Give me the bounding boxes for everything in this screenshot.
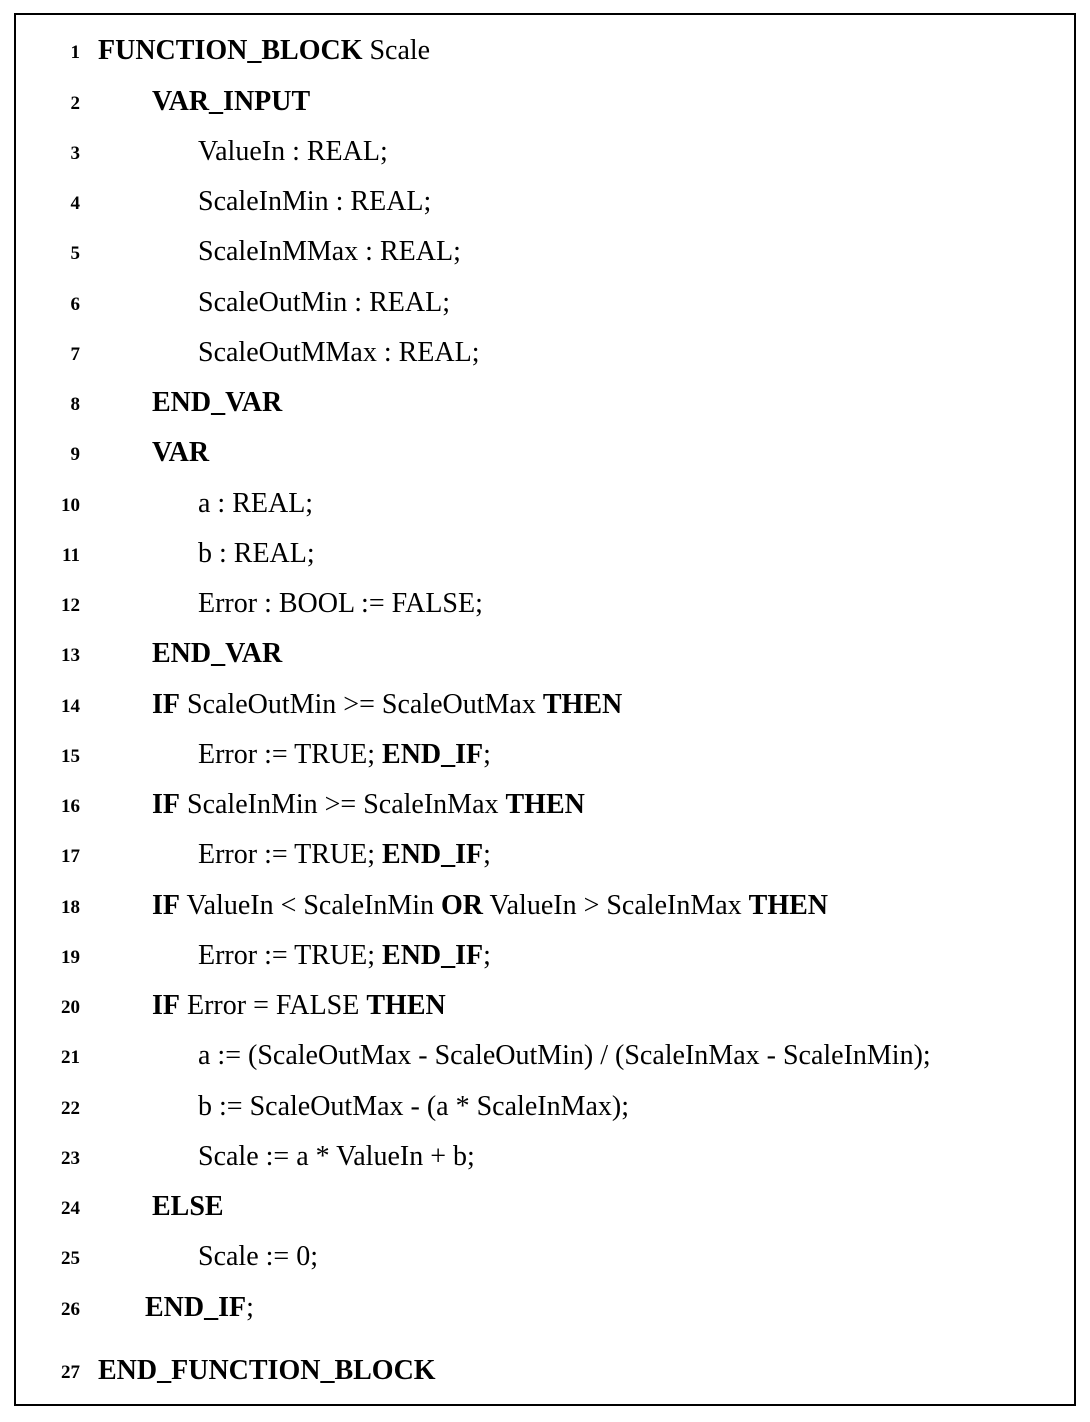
- line-code: [198, 735, 491, 775]
- line-code: [152, 383, 282, 423]
- code-line-9: [16, 433, 1074, 473]
- code-line-10: [16, 484, 1074, 524]
- code-line-26: [16, 1288, 1074, 1328]
- code-text: a : REAL;: [198, 488, 314, 519]
- code-text: Error := TRUE;: [198, 940, 383, 971]
- code-text: Error = FALSE: [180, 990, 367, 1021]
- line-number: 8: [70, 394, 80, 415]
- keyword: VAR: [152, 437, 210, 468]
- keyword: END_IF: [145, 1292, 247, 1323]
- line-code: [152, 986, 446, 1026]
- line-code: [198, 1087, 629, 1127]
- keyword: THEN: [505, 789, 585, 820]
- line-number: 25: [61, 1248, 80, 1269]
- code-text: ValueIn < ScaleInMin: [180, 890, 441, 921]
- code-text: Scale := a * ValueIn + b;: [198, 1141, 475, 1172]
- keyword: THEN: [748, 890, 829, 921]
- code-listing: [14, 13, 1076, 1406]
- line-code: [145, 1288, 254, 1328]
- line-number: 10: [61, 495, 80, 516]
- line-number: 21: [61, 1047, 80, 1068]
- code-text: a := (ScaleOutMax - ScaleOutMin) / (ScaleInMax - ScaleInMin);: [198, 1040, 931, 1071]
- line-code: [152, 82, 310, 122]
- line-number: 15: [61, 746, 80, 767]
- code-line-5: [16, 232, 1074, 272]
- keyword: END_IF: [382, 739, 484, 770]
- line-number: 23: [61, 1148, 80, 1169]
- code-line-27: [16, 1351, 1074, 1391]
- line-number: 2: [70, 93, 80, 114]
- line-number: 16: [61, 796, 80, 817]
- code-line-8: [16, 383, 1074, 423]
- code-text: b := ScaleOutMax - (a * ScaleInMax);: [198, 1091, 629, 1122]
- line-number: 24: [61, 1198, 80, 1219]
- line-number: 20: [61, 997, 80, 1018]
- keyword: END_FUNCTION_BLOCK: [98, 1355, 436, 1386]
- code-line-17: [16, 835, 1074, 875]
- keyword: IF: [152, 789, 180, 820]
- line-code: [98, 31, 430, 71]
- code-line-2: [16, 82, 1074, 122]
- code-line-13: [16, 634, 1074, 674]
- keyword: IF: [152, 990, 180, 1021]
- code-line-6: [16, 283, 1074, 323]
- code-text: b : REAL;: [198, 538, 315, 569]
- line-code: [152, 433, 209, 473]
- line-code: [198, 333, 480, 373]
- line-code: [98, 1351, 436, 1391]
- code-text: ScaleOutMin : REAL;: [198, 287, 450, 318]
- line-code: [198, 484, 313, 524]
- code-line-25: [16, 1237, 1074, 1277]
- line-number: 6: [70, 294, 80, 315]
- line-number: 13: [61, 645, 80, 666]
- code-text: ;: [483, 940, 491, 971]
- code-line-1: [16, 31, 1074, 71]
- line-number: 27: [61, 1362, 80, 1383]
- line-code: [198, 835, 491, 875]
- line-number: 26: [61, 1299, 80, 1320]
- code-text: Error := TRUE;: [198, 839, 383, 870]
- line-code: [198, 1137, 475, 1177]
- code-line-7: [16, 333, 1074, 373]
- keyword: THEN: [366, 990, 446, 1021]
- line-number: 17: [61, 846, 80, 867]
- code-line-15: [16, 735, 1074, 775]
- line-number: 1: [70, 42, 80, 63]
- line-number: 5: [70, 243, 80, 264]
- line-code: [198, 936, 491, 976]
- code-text: ScaleOutMin >= ScaleOutMax: [180, 689, 543, 720]
- keyword: FUNCTION_BLOCK: [98, 35, 363, 66]
- keyword: END_IF: [382, 839, 484, 870]
- code-text: ;: [483, 739, 491, 770]
- line-code: [152, 685, 622, 725]
- keyword: VAR_INPUT: [152, 86, 311, 117]
- line-code: [198, 182, 431, 222]
- keyword: ELSE: [152, 1191, 224, 1222]
- code-line-23: [16, 1137, 1074, 1177]
- code-line-24: [16, 1187, 1074, 1227]
- code-text: ValueIn > ScaleInMax: [483, 890, 749, 921]
- code-line-22: [16, 1087, 1074, 1127]
- keyword: IF: [152, 689, 180, 720]
- code-text: ScaleInMin >= ScaleInMax: [180, 789, 506, 820]
- code-line-20: [16, 986, 1074, 1026]
- line-code: [198, 1237, 318, 1277]
- code-line-21: [16, 1036, 1074, 1076]
- line-number: 18: [61, 897, 80, 918]
- code-line-14: [16, 685, 1074, 725]
- line-code: [198, 1036, 931, 1076]
- line-code: [198, 534, 315, 574]
- line-number: 3: [70, 143, 80, 164]
- code-text: ;: [483, 839, 491, 870]
- line-code: [152, 785, 585, 825]
- line-code: [198, 283, 450, 323]
- code-text: ;: [246, 1292, 254, 1323]
- line-number: 22: [61, 1098, 80, 1119]
- line-number: 7: [70, 344, 80, 365]
- code-text: ValueIn : REAL;: [198, 136, 388, 167]
- code-text: ScaleInMin : REAL;: [198, 186, 432, 217]
- code-line-3: [16, 132, 1074, 172]
- line-code: [152, 1187, 224, 1227]
- keyword: THEN: [542, 689, 623, 720]
- keyword: END_VAR: [152, 387, 283, 418]
- code-line-11: [16, 534, 1074, 574]
- code-line-19: [16, 936, 1074, 976]
- line-number: 19: [61, 947, 80, 968]
- line-code: [152, 886, 828, 926]
- line-code: [198, 132, 388, 172]
- code-text: Error : BOOL := FALSE;: [198, 588, 483, 619]
- line-number: 11: [62, 545, 80, 566]
- line-number: 9: [70, 444, 80, 465]
- code-text: ScaleOutMMax : REAL;: [198, 337, 480, 368]
- code-line-16: [16, 785, 1074, 825]
- line-number: 4: [70, 193, 80, 214]
- line-number: 14: [61, 696, 80, 717]
- keyword: IF: [152, 890, 180, 921]
- keyword: OR: [441, 890, 483, 921]
- keyword: END_IF: [382, 940, 484, 971]
- code-text: Scale: [362, 35, 431, 66]
- line-code: [198, 584, 483, 624]
- line-code: [198, 232, 461, 272]
- keyword: END_VAR: [152, 638, 283, 669]
- code-line-18: [16, 886, 1074, 926]
- line-number: 12: [61, 595, 80, 616]
- line-code: [152, 634, 282, 674]
- code-text: ScaleInMMax : REAL;: [198, 236, 461, 267]
- code-text: Error := TRUE;: [198, 739, 383, 770]
- code-text: Scale := 0;: [198, 1241, 318, 1272]
- code-line-12: [16, 584, 1074, 624]
- code-line-4: [16, 182, 1074, 222]
